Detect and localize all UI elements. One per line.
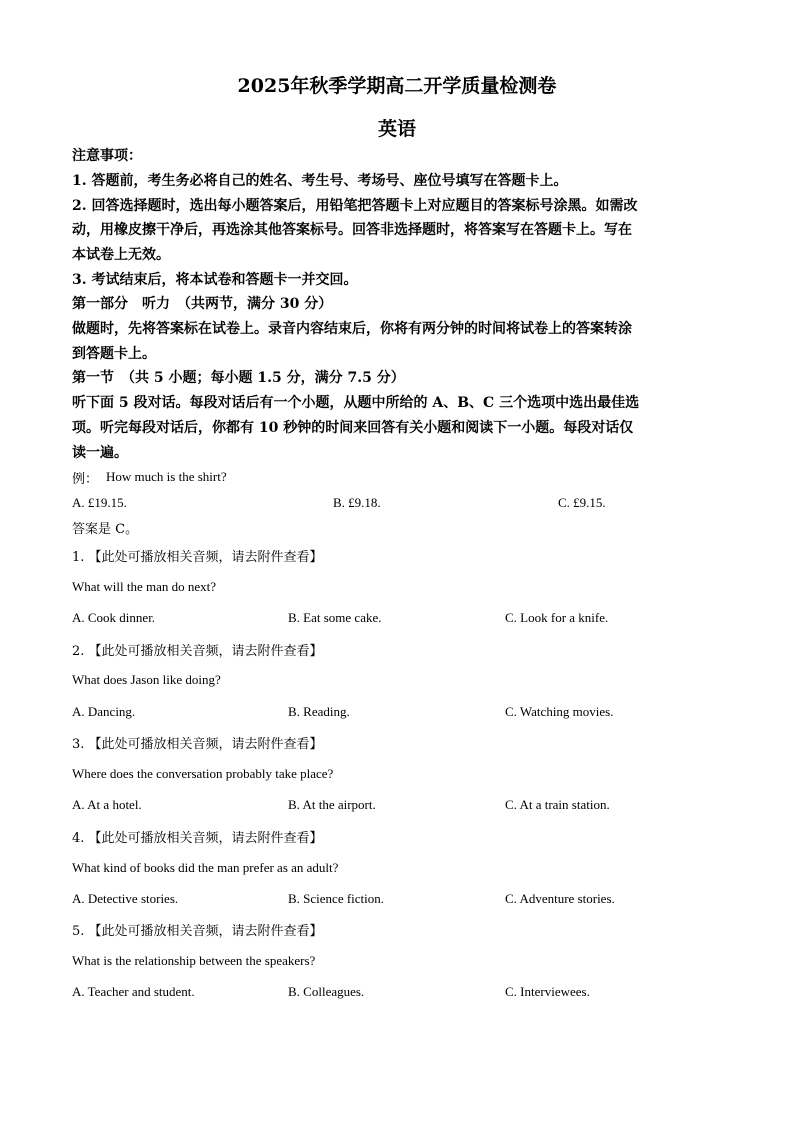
page-title: 2025年秋季学期高二开学质量检测卷 (237, 75, 557, 97)
q5-option-c: C. Interviewees. (505, 984, 590, 999)
question-text-2: What does Jason like doing? (72, 672, 221, 687)
q5-option-a: A. Teacher and student. (72, 984, 195, 999)
q5-option-b: B. Colleagues. (288, 984, 365, 999)
notes-heading: 注意事项： (72, 148, 142, 164)
example-option-c: C. £9.15. (558, 495, 606, 510)
audio-note-5[interactable]: 5. 【此处可播放相关音频，请去附件查看】 (72, 924, 323, 939)
question-text-3: Where does the conversation probably take place? (72, 766, 334, 781)
audio-note-3[interactable]: 3. 【此处可播放相关音频，请去附件查看】 (72, 737, 323, 752)
q1-option-c: C. Look for a knife. (505, 610, 609, 625)
notes-item-2-line1: 2. 回答选择题时，选出每小题答案后，用铅笔把答题卡上对应题目的答案标号涂黑。如需改 (72, 198, 638, 214)
subject-title: 英语 (377, 118, 416, 140)
example-answer: 答案是 C。 (72, 522, 139, 537)
notes-item-2-line3: 本试卷上无效。 (72, 247, 170, 263)
section1-instruction-line3: 读一遍。 (72, 445, 128, 461)
notes-item-2-line2: 动，用橡皮擦干净后，再选涂其他答案标号。回答非选择题时，将答案写在答题卡上。写在 (72, 222, 632, 238)
example-question: How much is the shirt? (106, 469, 227, 484)
audio-note-2[interactable]: 2. 【此处可播放相关音频，请去附件查看】 (72, 644, 323, 659)
example-option-b: B. £9.18. (333, 495, 381, 510)
example-option-a: A. £19.15. (72, 495, 127, 510)
notes-item-1: 1. 答题前，考生务必将自己的姓名、考生号、考场号、座位号填写在答题卡上。 (72, 173, 568, 189)
question-text-1: What will the man do next? (72, 579, 217, 594)
q2-option-a: A. Dancing. (72, 704, 136, 719)
q1-option-b: B. Eat some cake. (288, 610, 382, 625)
q2-option-c: C. Watching movies. (505, 704, 614, 719)
q3-option-a: A. At a hotel. (72, 797, 142, 812)
question-text-5: What is the relationship between the speakers? (72, 953, 316, 968)
q1-option-a: A. Cook dinner. (72, 610, 156, 625)
question-text-4: What kind of books did the man prefer as an adult? (72, 860, 339, 875)
audio-note-4[interactable]: 4. 【此处可播放相关音频，请去附件查看】 (72, 831, 323, 846)
part1-heading: 第一部分 听力 （共两节，满分 30 分） (72, 296, 333, 312)
section1-instruction-line1: 听下面 5 段对话。每段对话后有一个小题，从题中所给的 A、B、C 三个选项中选出最佳选 (72, 395, 640, 411)
section1-instruction-line2: 项。听完每段对话后，你都有 10 秒钟的时间来回答有关小题和阅读下一小题。每段对话仅 (72, 420, 634, 436)
q2-option-b: B. Reading. (288, 704, 350, 719)
q3-option-b: B. At the airport. (288, 797, 376, 812)
q4-option-b: B. Science fiction. (288, 891, 385, 906)
audio-note-1[interactable]: 1. 【此处可播放相关音频，请去附件查看】 (72, 550, 323, 565)
q4-option-c: C. Adventure stories. (505, 891, 615, 906)
part1-instruction-line1: 做题时，先将答案标在试卷上。录音内容结束后，你将有两分钟的时间将试卷上的答案转涂 (72, 321, 632, 337)
q3-option-c: C. At a train station. (505, 797, 610, 812)
q4-option-a: A. Detective stories. (72, 891, 179, 906)
part1-instruction-line2: 到答题卡上。 (72, 346, 156, 362)
section1-heading: 第一节 （共 5 小题；每小题 1.5 分，满分 7.5 分） (72, 370, 405, 386)
example-label: 例： (72, 472, 99, 487)
notes-item-3: 3. 考试结束后，将本试卷和答题卡一并交回。 (72, 272, 358, 288)
